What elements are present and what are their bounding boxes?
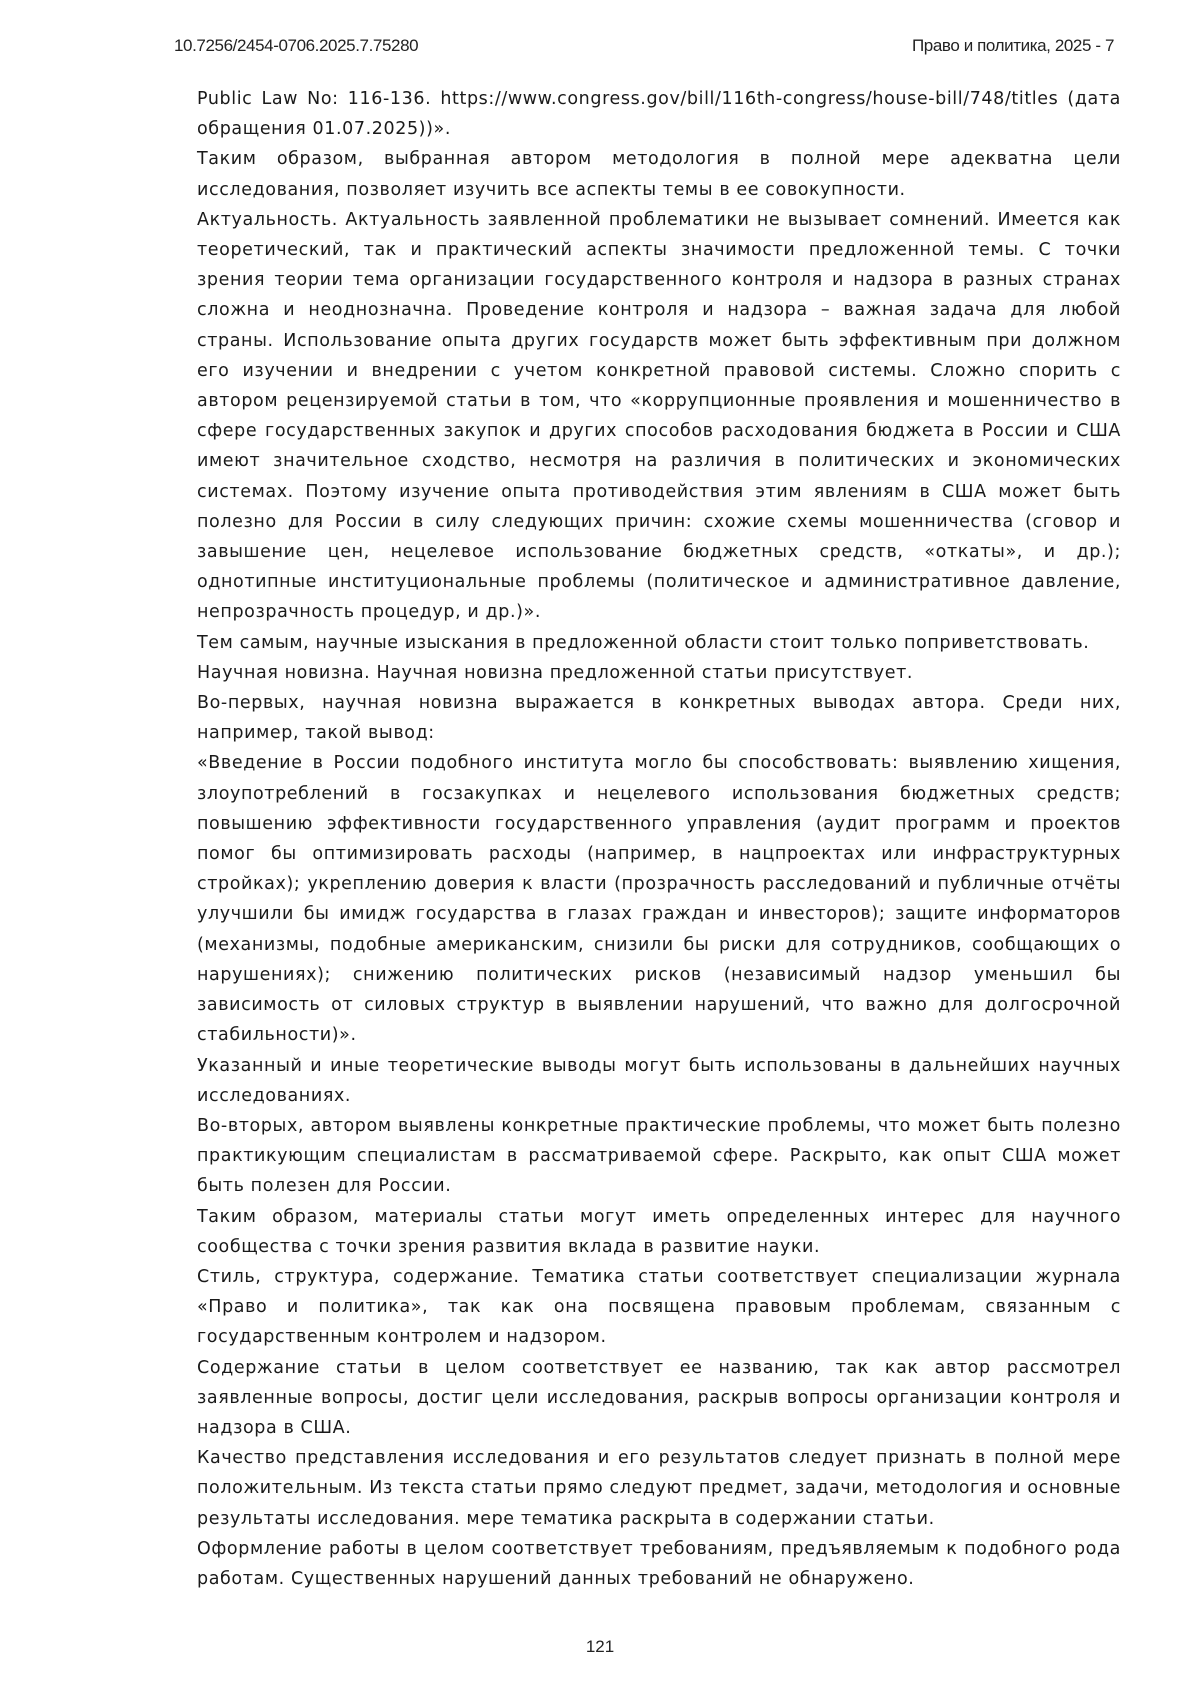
paragraph-novelty-quote: «Введение в России подобного института могло бы способствовать: выявлению хищения, злоупотреблений в госзакупках и нецелевого использования бюджетных средств; повышению эффективности государственного управления (аудит программ и проектов помог бы оптимизировать расходы (например, в нацпроектах или инфраструктурных стройках); укреплению доверия к власти (прозрачность расследований и публичные отчёты улучшили бы имидж государства в глазах граждан и инвесторов); защите информаторов (механизмы, подобные американским, снизили бы риски для сотрудников, сообщающих о нарушениях); снижению политических рисков (независимый надзор уменьшил бы зависимость от силовых структур в выявлении нарушений, что важно для долгосрочной стабильности)». <box>197 748 1121 1050</box>
doi-label: 10.7256/2454-0706.2025.7.75280 <box>174 36 418 56</box>
paragraph-content-conformity: Содержание статьи в целом соответствует ее названию, так как автор рассмотрел заявленные вопросы, достиг цели исследования, раскрыв вопросы организации контроля и надзора в США. <box>197 1353 1121 1444</box>
paragraph-style-structure: Стиль, структура, содержание. Тематика статьи соответствует специализации журнала «Право и политика», так как она посвящена правовым проблемам, связанным с государственным контролем и надзором. <box>197 1262 1121 1353</box>
paragraph-novelty-second: Во-вторых, автором выявлены конкретные практические проблемы, что может быть полезно практикующим специалистам в рассматриваемой сфере. Раскрыто, как опыт США может быть полезен для России. <box>197 1111 1121 1202</box>
paragraph-reference-tail: Public Law No: 116-136. https://www.congress.gov/bill/116th-congress/house-bill/748/titles (дата обращения 01.07.2025))». <box>197 84 1121 144</box>
paragraph-formatting: Оформление работы в целом соответствует требованиям, предъявляемым к подобного рода работам. Существенных нарушений данных требований не обнаружено. <box>197 1534 1121 1594</box>
paragraph-novelty: Научная новизна. Научная новизна предложенной статьи присутствует. <box>197 658 1121 688</box>
paragraph-materials-interest: Таким образом, материалы статьи могут иметь определенных интерес для научного сообщества с точки зрения развития вклада в развитие науки. <box>197 1202 1121 1262</box>
paragraph-theoretical-conclusions: Указанный и иные теоретические выводы могут быть использованы в дальнейших научных исследованиях. <box>197 1051 1121 1111</box>
paragraph-relevance: Актуальность. Актуальность заявленной проблематики не вызывает сомнений. Имеется как теоретический, так и практический аспекты значимости предложенной темы. С точки зрения теории тема организации государственного контроля и надзора в разных странах сложна и неоднозначна. Проведение контроля и надзора – важная задача для любой страны. Использование опыта других государств может быть эффективным при должном его изучении и внедрении с учетом конкретной правовой системы. Сложно спорить с автором рецензируемой статьи в том, что «коррупционные проявления и мошенничество в сфере государственных закупок и других способов расходования бюджета в России и США имеют значительное сходство, несмотря на различия в политических и экономических системах. Поэтому изучение опыта противодействия этим явлениям в США может быть полезно для России в силу следующих причин: схожие схемы мошенничества (сговор и завышение цен, нецелевое использование бюджетных средств, «откаты», и др.); однотипные институциональные проблемы (политическое и административное давление, непрозрачность процедур, и др.)». <box>197 205 1121 628</box>
paragraph-methodology-summary: Таким образом, выбранная автором методология в полной мере адекватна цели исследования, позволяет изучить все аспекты темы в ее совокупности. <box>197 144 1121 204</box>
article-body <box>197 84 1121 1594</box>
paragraph-novelty-first: Во-первых, научная новизна выражается в конкретных выводах автора. Среди них, например, такой вывод: <box>197 688 1121 748</box>
journal-issue-label: Право и политика, 2025 - 7 <box>912 36 1114 56</box>
paragraph-presentation-quality: Качество представления исследования и его результатов следует признать в полной мере положительным. Из текста статьи прямо следуют предмет, задачи, методология и основные результаты исследования. мере тематика раскрыта в содержании статьи. <box>197 1443 1121 1534</box>
page-number: 121 <box>0 1637 1200 1657</box>
page-header <box>174 36 1114 60</box>
paragraph-relevance-conclusion: Тем самым, научные изыскания в предложенной области стоит только поприветствовать. <box>197 628 1121 658</box>
